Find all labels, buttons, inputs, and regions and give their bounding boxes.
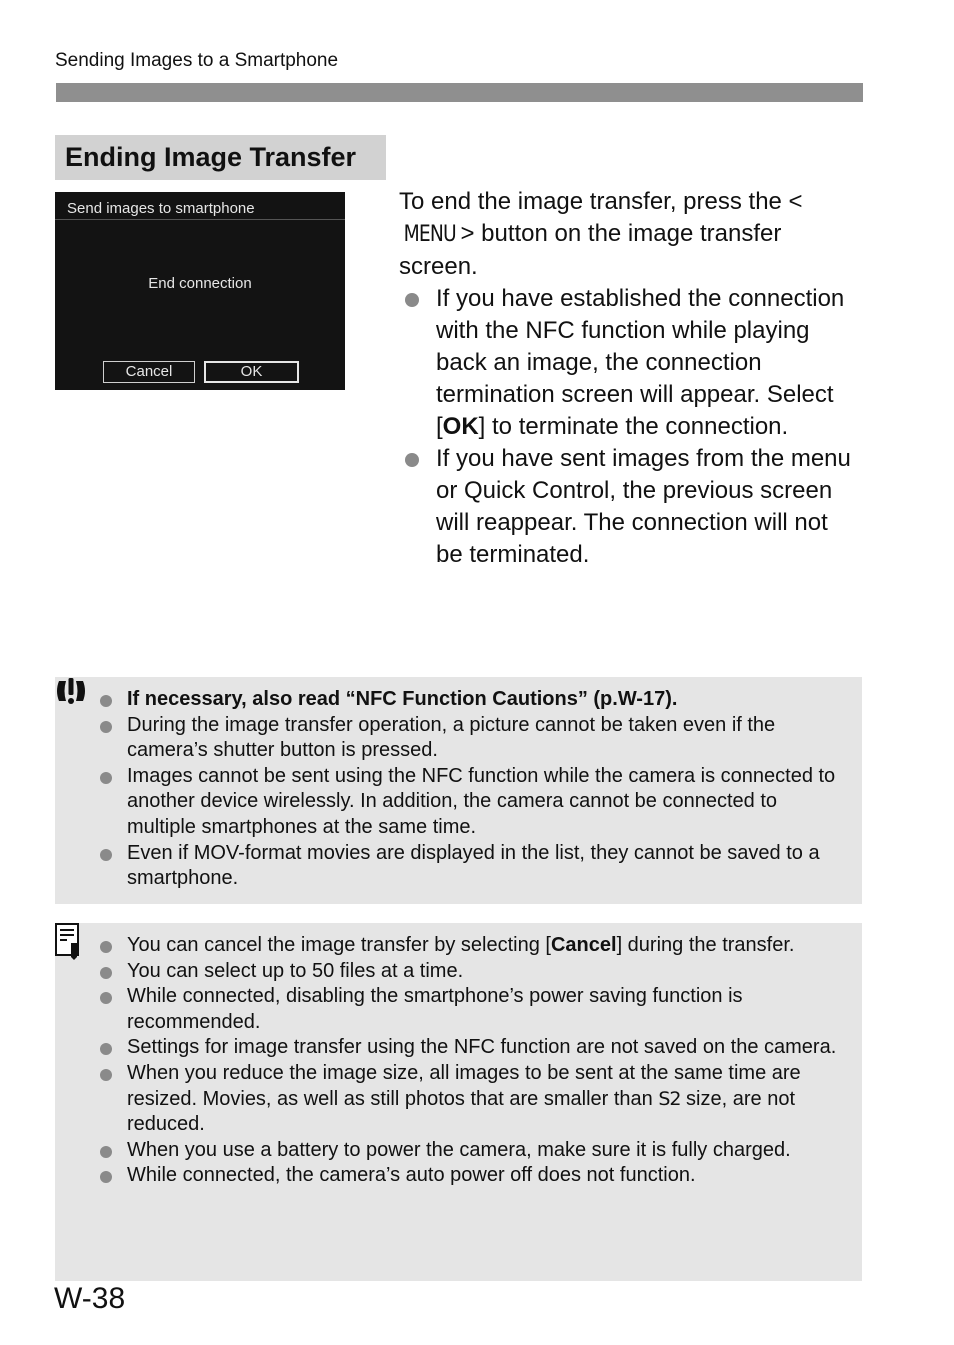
- caution-box: [55, 677, 862, 904]
- intro-part2: > button on the image transfer screen.: [399, 220, 782, 280]
- intro-part1: To end the image transfer, press the <: [399, 188, 803, 215]
- note5-text: When you reduce the image size, all images to be sent at the same time are resized. Movies, as well as still photos that are smaller than: [127, 1061, 801, 1110]
- list-item: [127, 933, 847, 959]
- page-number: W-38: [54, 1282, 126, 1315]
- list-item: When you use a battery to power the camera, make sure it is fully charged.: [127, 1138, 847, 1164]
- screen-message: End connection: [148, 275, 252, 292]
- note5-text-end: size, are not reduced.: [127, 1087, 796, 1136]
- note1-text: You can cancel the image transfer by selecting [: [127, 934, 551, 956]
- bullet1-text-end: ] to terminate the connection.: [478, 413, 789, 440]
- list-item: [399, 443, 859, 571]
- screen-cancel-button[interactable]: Cancel: [103, 361, 195, 383]
- list-item: If necessary, also read “NFC Function Cautions” (p.W-17).: [127, 687, 847, 713]
- caution-list: [127, 687, 847, 892]
- main-instructions: [399, 186, 859, 571]
- list-item: You can select up to 50 files at a time.: [127, 959, 847, 985]
- menu-button-symbol: MENU: [403, 222, 456, 247]
- list-item: [127, 1061, 847, 1138]
- s2-size-symbol: S2: [658, 1087, 681, 1110]
- list-item: Even if MOV-format movies are displayed in the list, they cannot be saved to a smartphone.: [127, 841, 847, 892]
- section-title: Ending Image Transfer: [55, 135, 386, 180]
- memo-icon: [55, 923, 85, 961]
- screen-divider: [55, 219, 345, 220]
- list-item: Settings for image transfer using the NFC function are not saved on the camera.: [127, 1035, 847, 1061]
- list-item: While connected, the camera’s auto power off does not function.: [127, 1163, 847, 1189]
- notes-box: [55, 923, 862, 1281]
- list-item: [399, 283, 859, 443]
- list-item: Images cannot be sent using the NFC function while the camera is connected to another device wirelessly. In addition, the camera cannot be connected to multiple smartphones at the same time.: [127, 764, 847, 841]
- intro-paragraph: [399, 186, 859, 283]
- notes-list: [127, 933, 847, 1189]
- list-item: During the image transfer operation, a picture cannot be taken even if the camera’s shutter button is pressed.: [127, 713, 847, 764]
- bullet2-text: If you have sent images from the menu or Quick Control, the previous screen will reappear. The connection will not be terminated.: [436, 445, 851, 568]
- bullet1-text: If you have established the connection with the NFC function while playing back an image, the connection termination screen will appear. Select [: [436, 285, 845, 440]
- running-head: Sending Images to a Smartphone: [55, 50, 339, 71]
- header-bar: [56, 83, 863, 102]
- note1-text-end: ] during the transfer.: [616, 934, 795, 956]
- camera-screen: [55, 192, 345, 390]
- list-item: While connected, disabling the smartphone’s power saving function is recommended.: [127, 984, 847, 1035]
- caution-icon: [55, 677, 87, 707]
- screen-title: Send images to smartphone: [67, 200, 255, 217]
- instruction-list: [399, 283, 859, 571]
- note1-cancel: Cancel: [550, 934, 617, 956]
- screen-ok-button[interactable]: OK: [204, 361, 299, 383]
- bullet1-ok: OK: [442, 413, 479, 440]
